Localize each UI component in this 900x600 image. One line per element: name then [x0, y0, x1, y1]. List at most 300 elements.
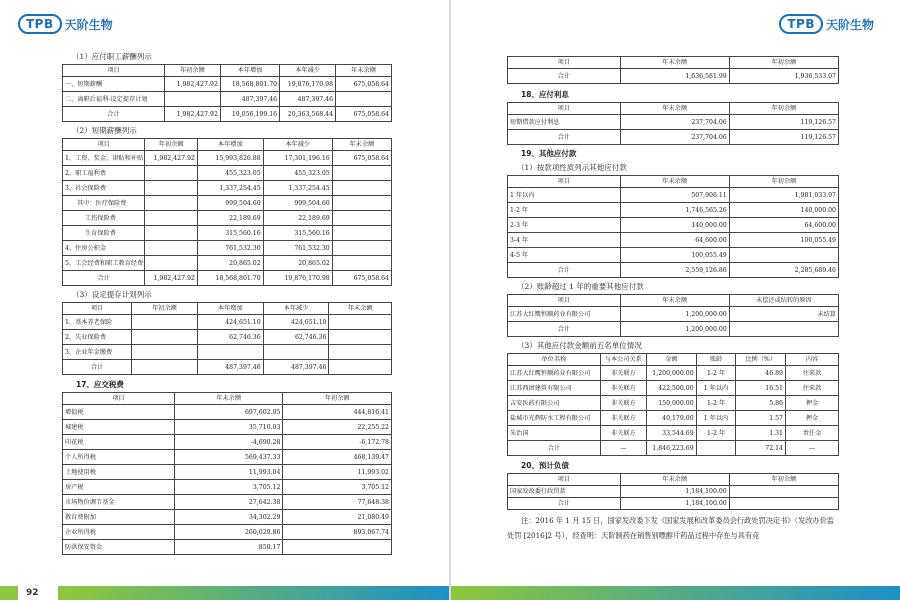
table-cell: -6,172.78	[283, 435, 392, 450]
table-header-row	[508, 103, 839, 115]
table-cell: 1-2 年	[508, 203, 621, 218]
table-cell	[332, 166, 391, 181]
table-cell	[332, 181, 391, 196]
table-row	[63, 315, 392, 330]
table-cell: 64,600.00	[729, 218, 838, 233]
table-cell: 未结算	[729, 307, 838, 322]
table-cell: 487,397.46	[263, 360, 329, 375]
table-cell	[145, 181, 198, 196]
table-cell: 责任金	[786, 426, 839, 441]
table-cell: 455,323.05	[197, 166, 263, 181]
table-body	[508, 354, 839, 456]
table-row	[63, 77, 392, 92]
table-cell: 合计	[508, 322, 621, 337]
table-cell: 507,906.11	[620, 188, 729, 203]
header-cell: 本年增加	[220, 65, 279, 77]
table-row	[63, 211, 392, 226]
table-cell: 119,126.57	[729, 115, 838, 130]
header-cell: 年末余额	[332, 139, 391, 151]
table-row	[63, 480, 392, 495]
table-row	[63, 345, 392, 360]
table-cell: 合计	[508, 69, 621, 84]
table-cell: 27,642.38	[174, 495, 283, 510]
short-term-salary-table	[62, 138, 392, 286]
table-cell: 1,746,565.26	[620, 203, 729, 218]
table-cell: 非关联方	[600, 411, 646, 426]
right-content	[507, 56, 839, 543]
table-header-row	[508, 474, 839, 486]
table-cell: 1,982,427.92	[145, 151, 198, 166]
header-cell: 年初余额	[283, 393, 392, 405]
table-cell: 非关联方	[600, 396, 646, 411]
table-body	[63, 393, 392, 555]
table-cell: 2、职工福利费	[63, 166, 145, 181]
header-cell: 年末余额	[620, 295, 729, 307]
table-cell: 315,560.16	[263, 226, 332, 241]
table-cell: 吉安医药有限公司	[508, 396, 601, 411]
salary-table	[62, 64, 392, 122]
table-cell: 1 年以内	[696, 381, 736, 396]
table-cell: 1.57	[736, 411, 786, 426]
table-cell: 二、离职后福利-设定提存计划	[63, 92, 165, 107]
header-cell: 本年减少	[263, 303, 329, 315]
table-cell: 237,704.06	[620, 115, 729, 130]
table-cell: 62,746.36	[197, 330, 263, 345]
table-header-row	[508, 295, 839, 307]
table-row	[63, 330, 392, 345]
header-cell: 金额	[647, 354, 697, 366]
header-cell: 账龄	[696, 354, 736, 366]
table-row	[63, 540, 392, 555]
table-cell: 1,936,533.07	[729, 69, 838, 84]
header-cell: 比例（%）	[736, 354, 786, 366]
table-cell: 1,184,100.00	[620, 486, 729, 498]
subsection-title: （1）按款项性质列示其他应付款	[517, 163, 627, 172]
table-cell: 893,067.74	[283, 525, 392, 540]
table-cell	[145, 241, 198, 256]
table-cell: 合计	[63, 271, 145, 286]
header-cell: 年初余额	[729, 176, 838, 188]
header-cell: 项目	[508, 474, 621, 486]
table-body	[508, 57, 839, 84]
header-cell: 年末余额	[620, 474, 729, 486]
table-body	[508, 295, 839, 337]
table-cell: 17,301,196.16	[263, 151, 332, 166]
table-cell: 2-3 年	[508, 218, 621, 233]
table-cell	[729, 248, 838, 263]
table-cell: 16.51	[736, 381, 786, 396]
table-cell: 押金	[786, 396, 839, 411]
table-cell: 675,058.64	[332, 271, 391, 286]
table-cell: 1 年以内	[508, 188, 621, 203]
table-row	[63, 256, 392, 271]
table-cell: 1,982,427.92	[145, 271, 198, 286]
table-row	[508, 188, 839, 203]
table-cell: 非关联方	[600, 366, 646, 381]
table-cell: 工伤保险费	[63, 211, 145, 226]
penalty-note: 注：2016 年 1 月 15 日，国家发改委下发《国家发展和改革委员会行政处罚决定书》（发改办价监处罚 [2016]2 号），经查明：天阶制药在销售别嘌醇片药品过程中存在与具有竞	[507, 516, 834, 540]
table-cell	[132, 360, 198, 375]
table-cell: 1-2 年	[696, 426, 736, 441]
table-cell	[332, 211, 391, 226]
table-cell: 1-2 年	[696, 396, 736, 411]
table-cell: 合计	[508, 498, 621, 510]
table-header-row	[63, 303, 392, 315]
table-cell: 444,816.41	[283, 405, 392, 420]
table-body	[63, 139, 392, 286]
table-row	[63, 181, 392, 196]
table-cell: 1.31	[736, 426, 786, 441]
table-cell: 1,184,100.00	[620, 498, 729, 510]
table-cell: 422,500.00	[647, 381, 697, 396]
table-cell: 761,532.30	[263, 241, 332, 256]
table-row	[508, 69, 839, 84]
header-cell: 本年减少	[280, 65, 336, 77]
table-row	[63, 241, 392, 256]
table-cell: 合计	[508, 263, 621, 278]
table-cell: 20,363,568.44	[280, 107, 336, 122]
table-cell: 260,029.86	[174, 525, 283, 540]
header-cell: 单位名称	[508, 354, 601, 366]
table-cell: 2,559,126.86	[620, 263, 729, 278]
table-cell: 22,255.22	[283, 420, 392, 435]
table-cell: 20,865.02	[197, 256, 263, 271]
table-cell: 675,058.64	[336, 77, 392, 92]
table-cell: 237,704.06	[620, 130, 729, 145]
header-cell: 年初余额	[164, 65, 220, 77]
table-cell: 4-5 年	[508, 248, 621, 263]
table-row	[508, 366, 839, 381]
provisions-table	[507, 473, 839, 510]
table-cell: 个人所得税	[63, 450, 175, 465]
table-cell: 455,323.05	[263, 166, 332, 181]
table-row	[508, 322, 839, 337]
logo-text: 天阶生物	[64, 17, 113, 32]
table-row	[63, 465, 392, 480]
table-row	[508, 486, 839, 498]
table-row	[508, 441, 839, 456]
table-header-row	[508, 354, 839, 366]
table-body	[508, 176, 839, 278]
table-cell: 其中：医疗保险费	[63, 196, 145, 211]
header-cell: 年初余额	[132, 303, 198, 315]
header-cell: 年末余额	[336, 65, 392, 77]
table-cell: 468,139.47	[283, 450, 392, 465]
table-cell: 761,532.30	[197, 241, 263, 256]
table-cell: 1,982,427.92	[164, 107, 220, 122]
table-cell: 487,397.46	[197, 360, 263, 375]
table-cell: 1,200,000.00	[620, 322, 729, 337]
brand-logo-right	[779, 14, 874, 34]
header-cell: 年初余额	[729, 474, 838, 486]
table-cell: 企业所得税	[63, 525, 175, 540]
table-cell: 非关联方	[600, 381, 646, 396]
table-cell: 防洪保安资金	[63, 540, 175, 555]
header-cell: 项目	[508, 103, 621, 115]
table-cell: 999,504.60	[263, 196, 332, 211]
table-cell: 315,560.16	[197, 226, 263, 241]
header-cell: 项目	[63, 139, 145, 151]
table-cell: 15,993,826.88	[197, 151, 263, 166]
aged-payables-table	[507, 294, 839, 337]
table-cell: 119,126.57	[729, 130, 838, 145]
table-cell: 18,568,801.70	[197, 271, 263, 286]
table-cell: 房产税	[63, 480, 175, 495]
table-row	[508, 411, 839, 426]
table-cell	[145, 256, 198, 271]
table-cell: 教育费附加	[63, 510, 175, 525]
header-cell: 未偿还或结转的原因	[729, 295, 838, 307]
header-cell: 年末余额	[174, 393, 283, 405]
table-cell: 675,058.64	[332, 151, 391, 166]
table-cell: 1-2 年	[696, 366, 736, 381]
table-cell: 盐城市光辉防水工程有限公司	[508, 411, 601, 426]
table-row	[63, 166, 392, 181]
section-title: 20、预计负债	[521, 461, 569, 470]
right-page	[451, 0, 900, 600]
table-cell: 34,302.29	[174, 510, 283, 525]
continued-table	[507, 56, 839, 84]
table-cell: —	[600, 441, 646, 456]
table-cell: 424,651.10	[263, 315, 329, 330]
table-cell: 22,189.69	[263, 211, 332, 226]
interest-payable-table	[507, 102, 839, 145]
table-cell	[197, 345, 263, 360]
table-cell	[729, 486, 838, 498]
table-cell	[336, 92, 392, 107]
table-row	[63, 525, 392, 540]
table-cell: 1,846,223.69	[647, 441, 697, 456]
table-cell	[145, 211, 198, 226]
table-cell	[132, 330, 198, 345]
table-cell: 合计	[508, 130, 621, 145]
table-row	[63, 226, 392, 241]
table-row	[508, 115, 839, 130]
table-cell: 11,993.02	[283, 465, 392, 480]
subsection-title: （2）账龄超过 1 年的重要其他应付款	[517, 282, 644, 291]
table-cell: 140,000.00	[729, 203, 838, 218]
table-cell	[332, 226, 391, 241]
table-cell	[329, 360, 392, 375]
table-cell: 5.86	[736, 396, 786, 411]
table-cell: 增值税	[63, 405, 175, 420]
table-row	[508, 396, 839, 411]
table-cell	[145, 166, 198, 181]
table-cell: 江苏大红鹰恒顺药业有限公司	[508, 366, 601, 381]
table-cell: 3-4 年	[508, 233, 621, 248]
logo-text: 天阶生物	[825, 17, 874, 32]
table-cell	[263, 345, 329, 360]
header-cell: 与本公司关系	[600, 354, 646, 366]
header-cell: 年末余额	[620, 176, 729, 188]
table-cell: 3、企业年金缴费	[63, 345, 132, 360]
table-cell: 3,705.12	[283, 480, 392, 495]
page-number: 92	[26, 588, 39, 598]
table-cell: 一、短期薪酬	[63, 77, 165, 92]
table-cell: 3,705.12	[174, 480, 283, 495]
table-header-row	[63, 393, 392, 405]
table-cell: 1,982,427.92	[164, 77, 220, 92]
table-cell: 675,058.64	[336, 107, 392, 122]
table-cell: 国家发改委行政罚款	[508, 486, 621, 498]
table-row	[63, 271, 392, 286]
table-cell: 合计	[508, 441, 601, 456]
table-cell: 1、基本养老保险	[63, 315, 132, 330]
table-row	[508, 130, 839, 145]
table-row	[63, 196, 392, 211]
table-cell: 2、失业保险费	[63, 330, 132, 345]
table-cell	[729, 322, 838, 337]
table-cell	[283, 540, 392, 555]
header-cell: 项目	[508, 295, 621, 307]
section-title: （3）设定提存计划列示	[72, 290, 152, 299]
header-cell: 本年增加	[197, 139, 263, 151]
table-cell: 62,746.36	[263, 330, 329, 345]
footer-bar-right	[451, 586, 900, 600]
table-cell	[145, 196, 198, 211]
table-cell: 5、工会经费和职工教育经费	[63, 256, 145, 271]
table-header-row	[508, 176, 839, 188]
left-content	[62, 50, 392, 555]
table-cell: 合计	[63, 107, 165, 122]
table-row	[63, 510, 392, 525]
table-cell: 72.14	[736, 441, 786, 456]
table-cell: 城建税	[63, 420, 175, 435]
table-cell: 1 年以内	[696, 411, 736, 426]
header-cell: 项目	[63, 303, 132, 315]
table-body	[508, 103, 839, 145]
table-cell: 2,285,689.46	[729, 263, 838, 278]
table-cell	[329, 345, 392, 360]
table-row	[63, 495, 392, 510]
table-row	[508, 498, 839, 510]
table-cell: -4,690.28	[174, 435, 283, 450]
table-cell: 1,337,254.45	[263, 181, 332, 196]
table-cell: 11,993.04	[174, 465, 283, 480]
header-cell: 项目	[508, 57, 621, 69]
table-row	[63, 151, 392, 166]
table-row	[63, 435, 392, 450]
table-cell: 424,651.10	[197, 315, 263, 330]
other-payables-table	[507, 175, 839, 278]
header-cell: 年初余额	[729, 103, 838, 115]
table-cell: 20,865.02	[263, 256, 332, 271]
table-row	[63, 450, 392, 465]
header-cell: 年末余额	[620, 57, 729, 69]
table-cell: 64,600.00	[620, 233, 729, 248]
table-cell: 487,397.46	[220, 92, 279, 107]
logo-mark: TPB	[779, 14, 823, 34]
table-cell	[132, 345, 198, 360]
section-title: 19、其他应付款	[521, 149, 577, 158]
subsection-title: （3）其他应付款金额前五名单位情况	[517, 341, 642, 350]
table-cell: 22,189.69	[197, 211, 263, 226]
table-cell: 1,200,000.00	[620, 307, 729, 322]
table-cell	[164, 92, 220, 107]
header-cell: 年初余额	[145, 139, 198, 151]
left-page	[0, 0, 449, 600]
table-row	[508, 233, 839, 248]
table-cell: 押金	[786, 411, 839, 426]
table-cell: 150,000.00	[647, 396, 697, 411]
table-row	[63, 107, 392, 122]
table-row	[508, 248, 839, 263]
table-cell	[329, 330, 392, 345]
brand-logo-left	[18, 14, 113, 34]
table-cell: 487,397.46	[280, 92, 336, 107]
logo-mark: TPB	[18, 14, 62, 34]
table-cell	[332, 241, 391, 256]
table-cell	[332, 256, 391, 271]
table-cell: 短期借款应付利息	[508, 115, 621, 130]
table-cell: 140,000.00	[620, 218, 729, 233]
section-title: （2）短期薪酬列示	[72, 126, 137, 135]
table-cell: 697,602.05	[174, 405, 283, 420]
table-cell: 市场物价调节基金	[63, 495, 175, 510]
table-row	[63, 405, 392, 420]
table-cell: 4、住房公积金	[63, 241, 145, 256]
section-title: 18、应付利息	[521, 90, 569, 99]
table-row	[508, 426, 839, 441]
table-cell: 往来款	[786, 366, 839, 381]
table-row	[63, 420, 392, 435]
table-cell: 江苏西团建筑有限公司	[508, 381, 601, 396]
table-cell: 46.89	[736, 366, 786, 381]
header-cell: 年末余额	[620, 103, 729, 115]
table-row	[508, 307, 839, 322]
table-cell: 土地使用税	[63, 465, 175, 480]
table-cell: 合计	[63, 360, 132, 375]
header-cell: 年初余额	[729, 57, 838, 69]
table-cell: 100,055.49	[729, 233, 838, 248]
table-header-row	[63, 65, 392, 77]
table-cell: 19,056,199.16	[220, 107, 279, 122]
table-body	[63, 65, 392, 122]
table-cell: 19,876,170.98	[280, 77, 336, 92]
table-cell: 1,337,254.45	[197, 181, 263, 196]
table-row	[63, 92, 392, 107]
table-cell: 77,648.38	[283, 495, 392, 510]
table-cell: 18,568,801.70	[220, 77, 279, 92]
table-cell: 1,200,000.00	[647, 366, 697, 381]
table-body	[63, 303, 392, 375]
table-cell	[729, 498, 838, 510]
section-title: （1）应付职工薪酬列示	[72, 52, 152, 61]
table-cell: 35,710.03	[174, 420, 283, 435]
table-header-row	[63, 139, 392, 151]
table-cell: 100,055.49	[620, 248, 729, 263]
table-row	[508, 203, 839, 218]
table-cell: 19,876,170.98	[263, 271, 332, 286]
table-cell	[329, 315, 392, 330]
section-title: 17、应交税费	[76, 380, 124, 389]
table-cell	[696, 441, 736, 456]
table-row	[508, 381, 839, 396]
table-body	[508, 474, 839, 510]
table-cell	[132, 315, 198, 330]
table-cell: 21,080.49	[283, 510, 392, 525]
header-cell: 内容	[786, 354, 839, 366]
table-cell: 印花税	[63, 435, 175, 450]
header-cell: 本年增加	[197, 303, 263, 315]
table-cell: 往来款	[786, 381, 839, 396]
table-cell: 生育保险费	[63, 226, 145, 241]
table-cell: 33,544.69	[647, 426, 697, 441]
defined-contribution-table	[62, 302, 392, 375]
top-five-payables-table	[507, 353, 839, 456]
table-row	[508, 263, 839, 278]
table-cell: 1,636,581.99	[620, 69, 729, 84]
